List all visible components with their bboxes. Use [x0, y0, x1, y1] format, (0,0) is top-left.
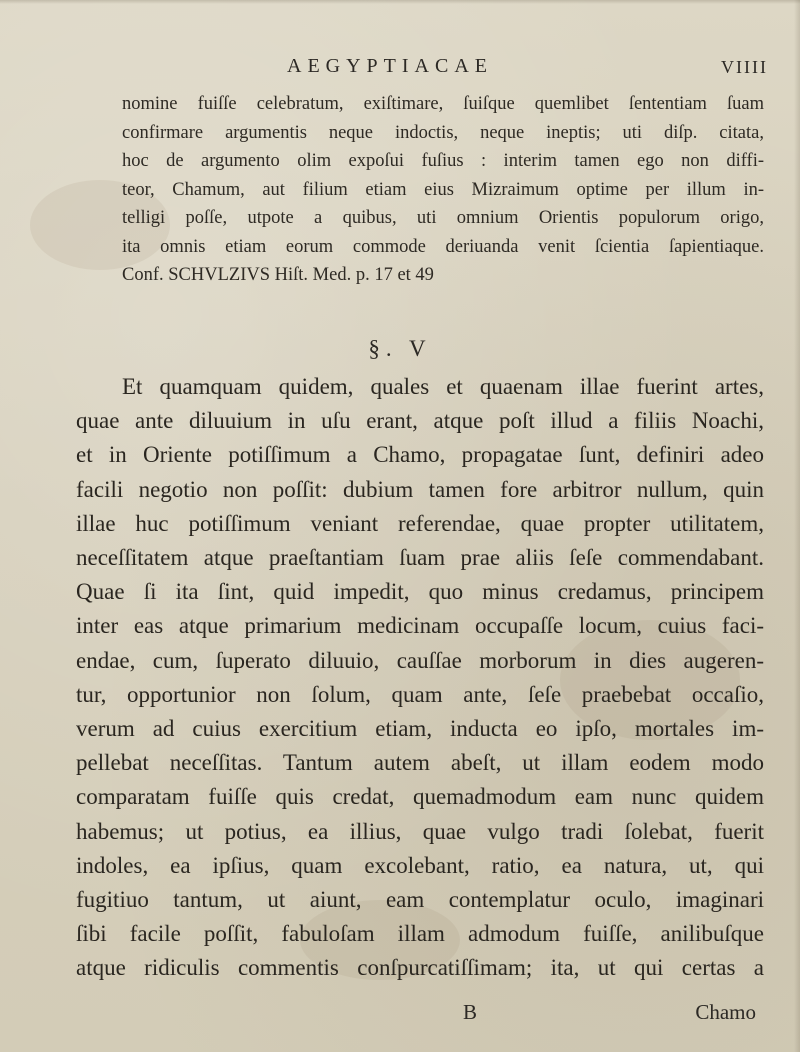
body-line: tur, opportunior non ſolum, quam ante, ſeſe praebebat occaſio, [76, 681, 764, 707]
page-edge-shadow [794, 0, 800, 1052]
note-line: telligi poſſe, utpote a quibus, uti omnium Orientis populorum origo, [122, 208, 764, 228]
catchword: Chamo [695, 1000, 756, 1024]
body-line: inter eas atque primarium medicinam occupaſſe locum, cuius faci- [76, 613, 764, 639]
page-header [0, 52, 800, 86]
note-line: Conf. SCHVLZIVS Hiſt. Med. p. 17 et 49 [122, 265, 434, 285]
body-line: facili negotio non poſſit: dubium tamen fore arbitror nullum, quin [76, 476, 764, 502]
body-line: Et quamquam quidem, quales et quaenam illae fuerint artes, [122, 374, 764, 399]
body-line: indoles, ea ipſius, quam excolebant, ratio, ea natura, ut, qui [76, 852, 764, 878]
body-line: verum ad cuius exercitium etiam, inducta eo ipſo, mortales im- [76, 716, 764, 742]
body-paragraph [76, 370, 764, 986]
body-line: quae ante diluuium in uſu erant, atque poſt illud a filiis Noachi, [76, 408, 764, 434]
body-line: ſibi facile poſſit, fabuloſam illam admodum fuiſſe, anilibuſque [76, 921, 764, 947]
body-line: atque ridiculis commentis conſpurcatiſſimam; ita, ut qui certas a [76, 955, 764, 981]
section-heading: §. V [368, 336, 432, 361]
body-line: habemus; ut potius, ea illius, quae vulgo tradi ſolebat, fuerit [76, 818, 764, 844]
note-line: hoc de argumento olim expoſui fuſius : interim tamen ego non diffi- [122, 151, 764, 171]
note-line: teor, Chamum, aut filium etiam eius Mizraimum optime per illum in- [122, 179, 764, 200]
body-line: et in Oriente potiſſimum a Chamo, propagatae ſunt, definiri adeo [76, 442, 764, 468]
body-line: neceſſitatem atque praeſtantiam ſuam prae aliis ſeſe commendabant. [76, 545, 764, 571]
page-top-edge [0, 0, 800, 4]
note-line: confirmare argumentis neque indoctis, neque ineptis; uti diſp. citata, [122, 122, 764, 143]
body-line: pellebat neceſſitas. Tantum autem abeſt, ut illam eodem modo [76, 750, 764, 776]
note-line: nomine fuiſſe celebratum, exiſtimare, ſuiſque quemlibet ſententiam ſuam [122, 94, 764, 114]
signature-mark: B [463, 1000, 478, 1024]
body-line: fugitiuo tantum, ut aiunt, eam contemplatur oculo, imaginari [76, 887, 764, 913]
page-footer [0, 996, 800, 1036]
body-line: illae huc potiſſimum veniant referendae, quae propter utilitatem, [76, 510, 764, 536]
footnote-block [122, 90, 764, 290]
running-title: AEGYPTIACAE [287, 55, 493, 77]
note-line: ita omnis etiam eorum commode deriuanda venit ſcientia ſapientiaque. [122, 236, 764, 257]
page-number: VIIII [721, 57, 768, 77]
body-line: endae, cum, ſuperato diluuio, cauſſae morborum in dies augeren- [76, 647, 764, 673]
body-line: comparatam fuiſſe quis credat, quemadmodum eam nunc quidem [76, 784, 764, 810]
body-line: Quae ſi ita ſint, quid impedit, quo minus credamus, principem [76, 579, 764, 605]
